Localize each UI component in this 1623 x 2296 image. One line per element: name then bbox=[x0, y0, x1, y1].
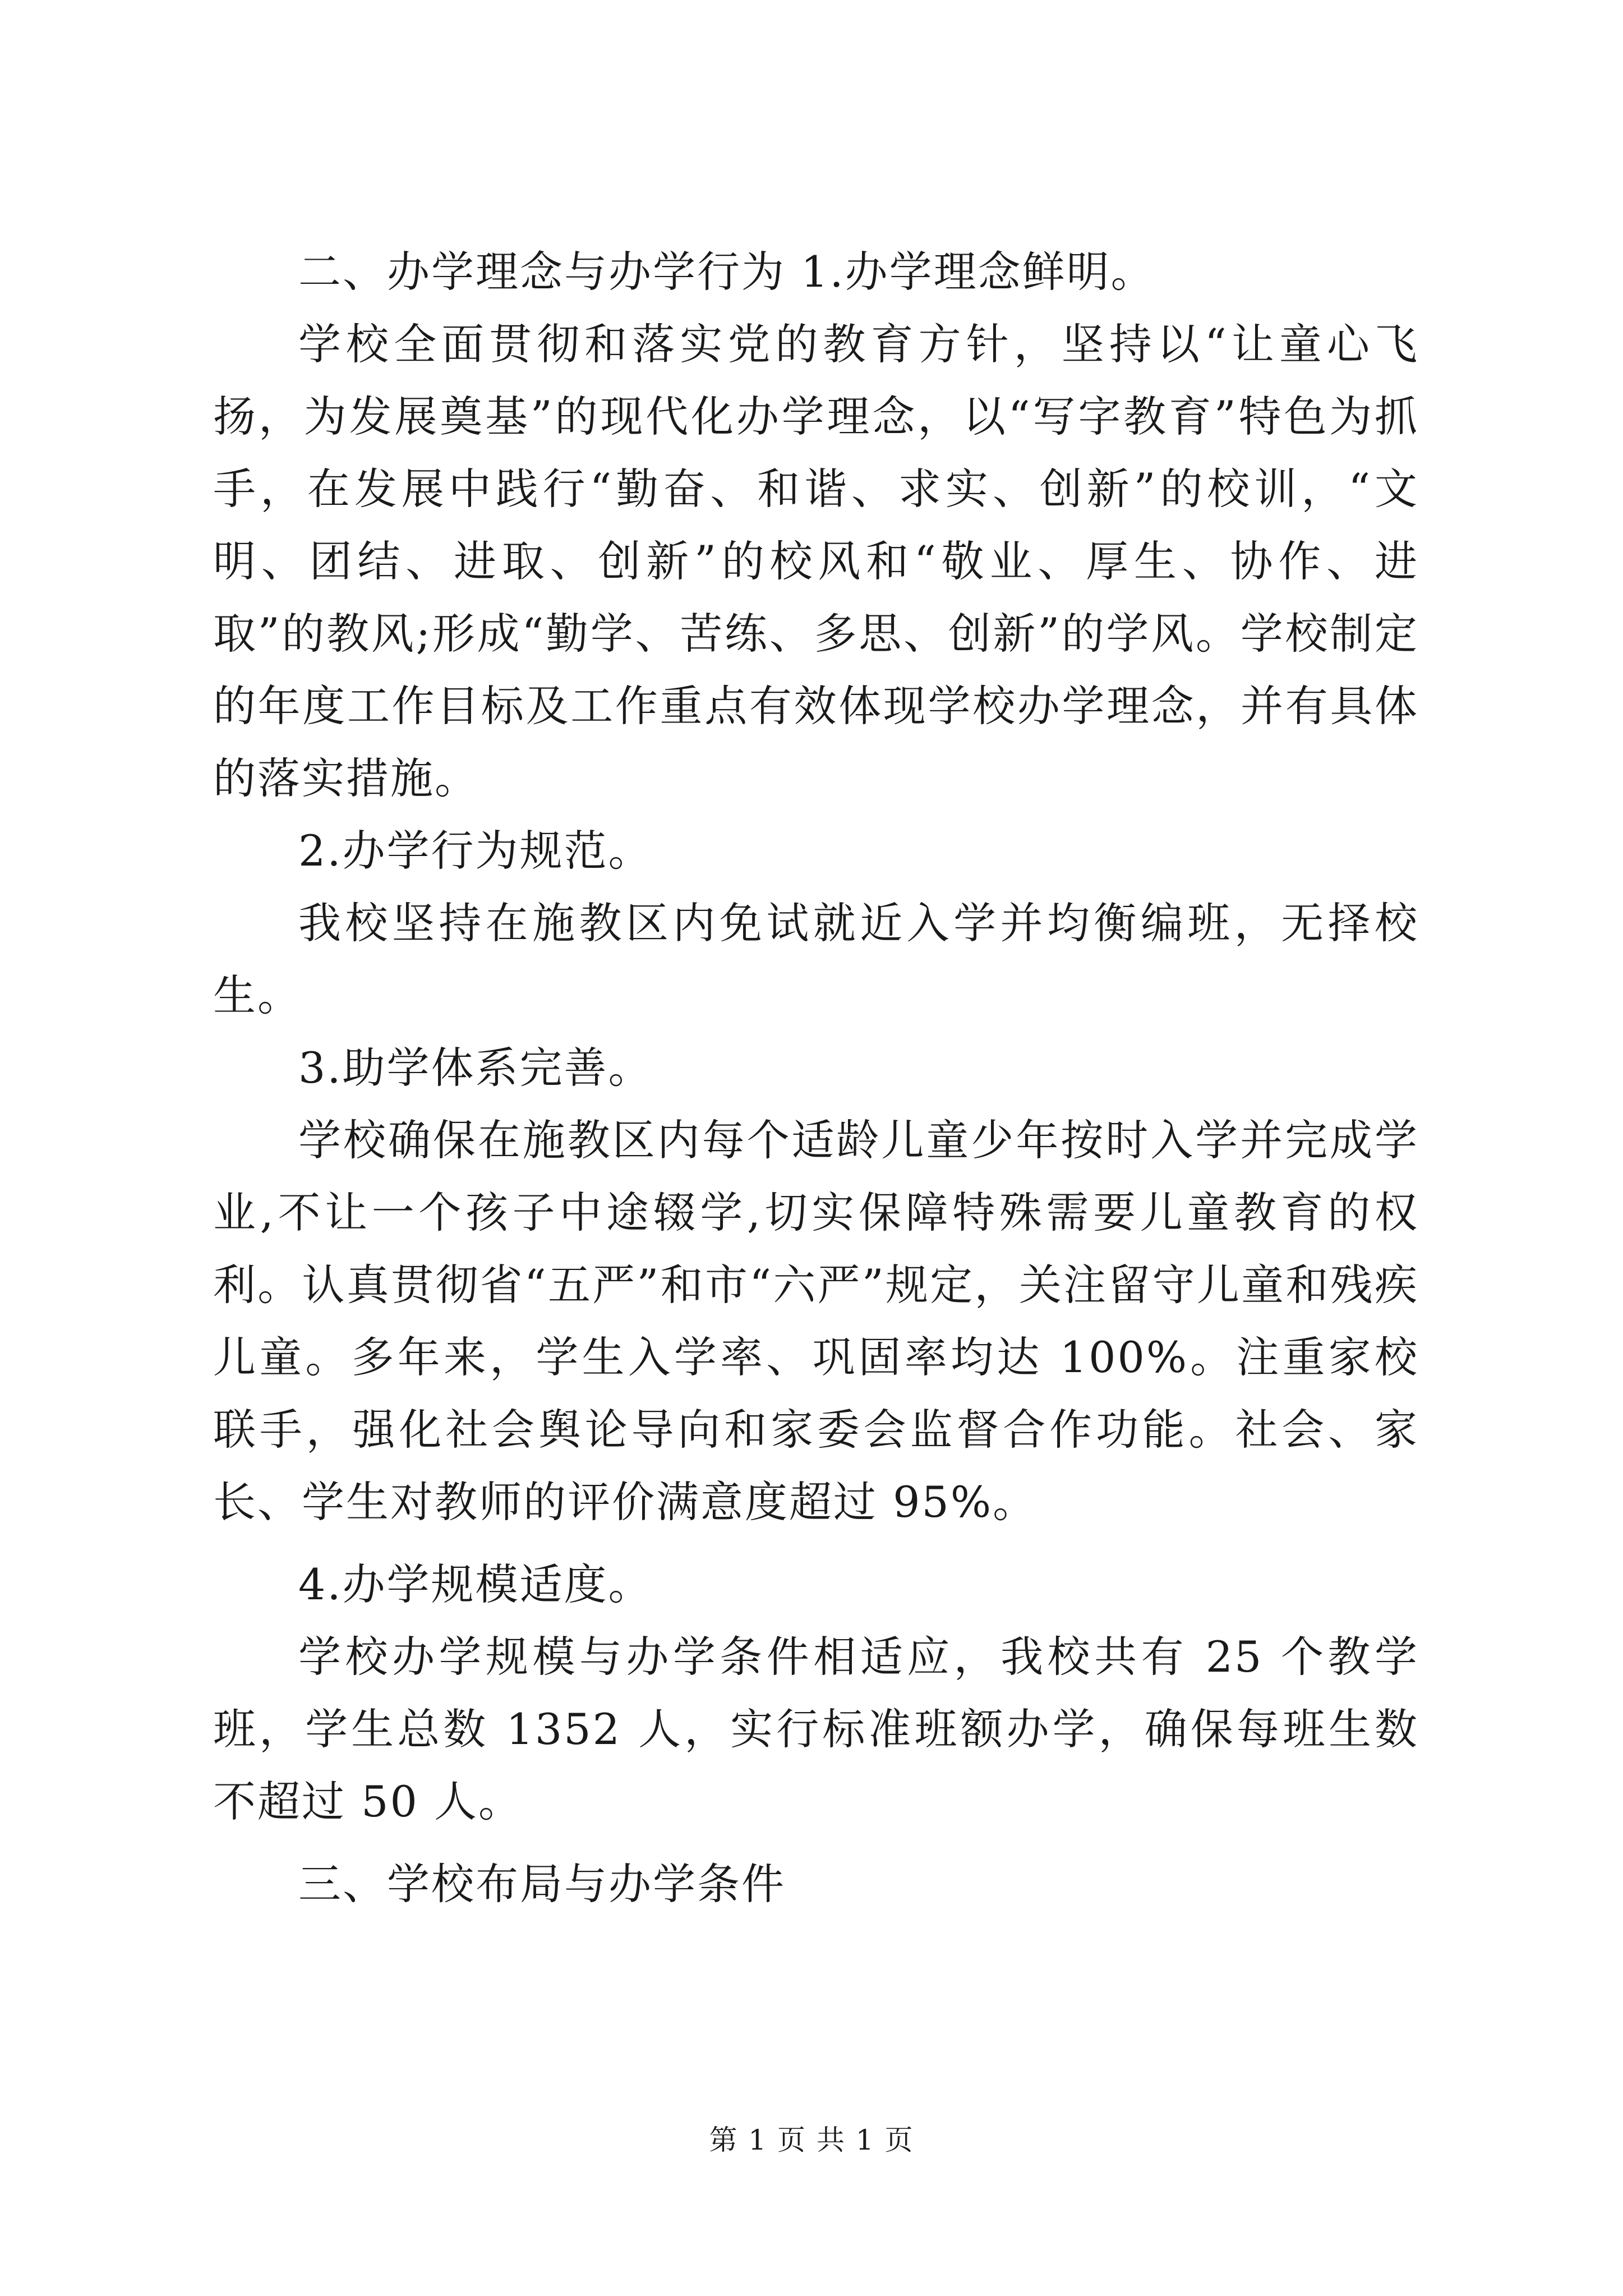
section-heading-2: 二、办学理念与办学行为 1.办学理念鲜明。 bbox=[298, 247, 1155, 297]
subheading-scale: 4.办学规模适度。 bbox=[298, 1559, 653, 1609]
paragraph-behavior: 我校坚持在施教区内免试就近入学并均衡编班，无择校生。 bbox=[213, 898, 1419, 1020]
subheading-behavior: 2.办学行为规范。 bbox=[298, 826, 653, 876]
paragraph-scale: 学校办学规模与办学条件相适应，我校共有 25 个教学班，学生总数 1352 人，实行标准班额办学，确保每班生数不超过 50 人。 bbox=[213, 1632, 1419, 1826]
paragraph-philosophy: 学校全面贯彻和落实党的教育方针，坚持以“让童心飞扬，为发展奠基”的现代化办学理念，以“写字教育”特色为抓手，在发展中践行“勤奋、和谐、求实、创新”的校训，“文明、团结、进取、创新”的校风和“敬业、厚生、协作、进取”的教风;形成“勤学、苦练、多思、创新”的学风。学校制定的年度工作目标及工作重点有效体现学校办学理念，并有具体的落实措施。 bbox=[213, 319, 1419, 803]
subheading-support: 3.助学体系完善。 bbox=[298, 1043, 653, 1093]
page-footer: 第 1 页 共 1 页 bbox=[709, 2124, 914, 2156]
paragraph-support: 学校确保在施教区内每个适龄儿童少年按时入学并完成学业,不让一个孩子中途辍学,切实保障特殊需要儿童教育的权利。认真贯彻省“五严”和市“六严”规定，关注留守儿童和残疾儿童。多年来，学生入学率、巩固率均达 100%。注重家校联手，强化社会舆论导向和家委会监督合作功能。社会、家长、学生对教师的评价满意度超过 95%。 bbox=[213, 1115, 1419, 1527]
document-body bbox=[213, 236, 1419, 1920]
section-heading-3: 三、学校布局与办学条件 bbox=[298, 1859, 786, 1909]
